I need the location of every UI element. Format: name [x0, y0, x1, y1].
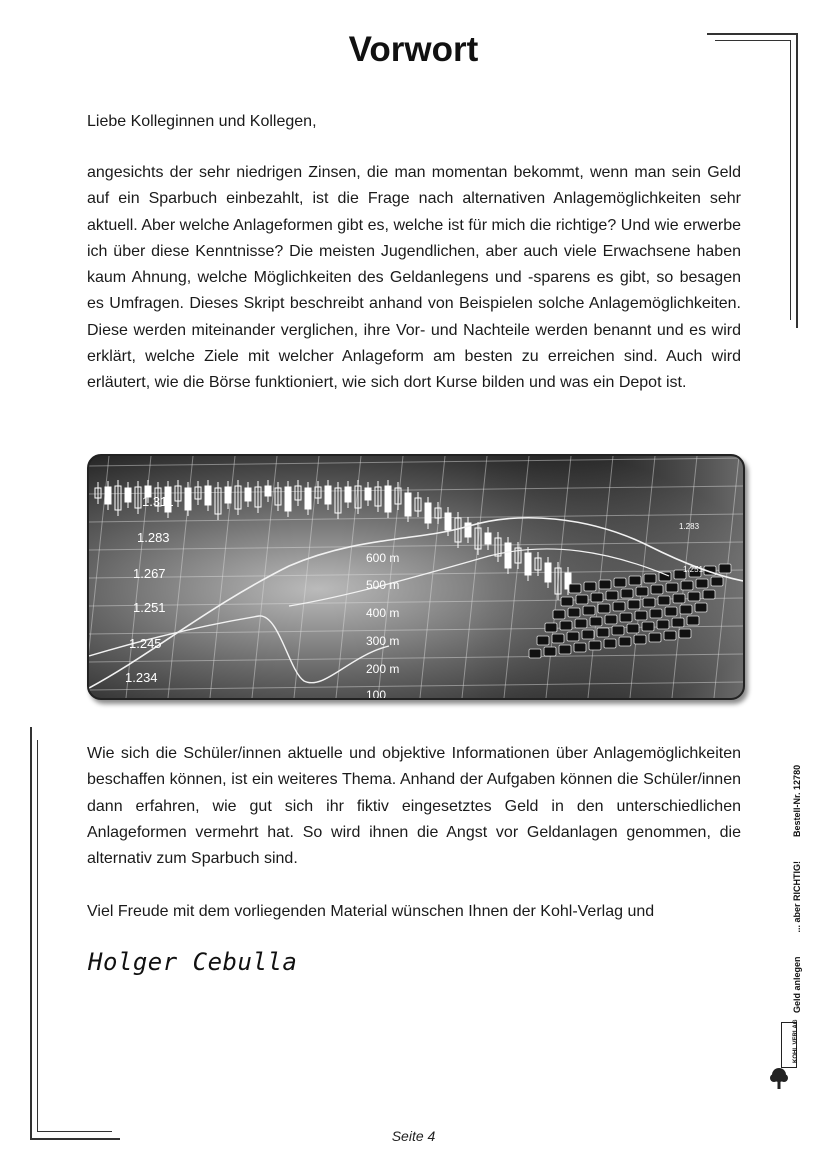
side-book-title: Geld anlegen: [792, 956, 802, 1013]
axis-label-5: 200 m: [366, 662, 400, 676]
side-order-number: Bestell-Nr. 12780: [792, 764, 802, 837]
closing-line: Viel Freude mit dem vorliegenden Material wünschen Ihnen der Kohl-Verlag und: [87, 903, 655, 920]
page-number: Seite 4: [391, 1128, 436, 1144]
price-label-3: 1.267: [133, 566, 166, 581]
page-title: Vorwort: [348, 30, 479, 69]
price-label-4: 1.251: [133, 600, 166, 615]
second-paragraph: Wie sich die Schüler/innen aktuelle und objektive Informationen über Anlagemöglichkeiten beschaffen können, ist ein weiteres Thema. Anhand der Aufgaben können die Schüler/innen dann erfahren, wie gut sich ihr fiktiv eingesetztes Geld in den unterschiedlichen Anlageformen vermehrt hat. So wird ihnen die Angst vor Geldanlagen genommen, die alternativ zum Sparbuch sind.: [87, 745, 741, 868]
side-subtitle: ... aber RICHTIG!: [792, 860, 802, 933]
intro-paragraph: angesichts der sehr niedrigen Zinsen, die man momentan bekommt, wenn man sein Geld auf ein Sparbuch einbezahlt, ist die Frage nach alternativen Anlagemöglichkeiten sehr aktuell. Aber welche Anlageformen gibt es, welche ist für mich die richtige? Und wie erwerbe ich über diese Kenntnisse? Die meisten Jugendlichen, aber auch viele Erwachsene haben kaum Ahnung, welche Möglichkeiten des Geldanlegens und -sparens es gibt, so besagen es Umfragen. Dieses Skript beschreibt anhand von Beispielen solche Anlagemöglichkeiten. Diese werden miteinander verglichen, ihre Vor- und Nachteile werden benannt und es wird erklärt, welche Ziele mit welcher Anlageform am besten zu erreichen sind. Auch wird erläutert, wie die Börse funktioniert, wie sich dort Kurse bilden und was ein Depot ist.: [87, 164, 741, 392]
small-label-1: 1.283: [679, 522, 700, 531]
price-label-6: 1.234: [125, 670, 158, 685]
axis-label-6: 100: [366, 688, 387, 698]
side-book-info: [792, 741, 802, 1013]
signature: Holger Cebulla: [88, 948, 298, 976]
axis-label-4: 300 m: [366, 634, 400, 648]
price-label-2: 1.283: [137, 530, 170, 545]
frame-top-right-vertical-inner: [790, 40, 791, 320]
publisher-logo-text: KOHL VERLAG: [793, 1019, 799, 1063]
salutation: Liebe Kolleginnen und Kollegen,: [87, 113, 317, 130]
price-label-1: 1.311: [142, 494, 174, 509]
axis-label-1: 600 m: [366, 551, 400, 565]
axis-label-3: 400 m: [366, 606, 400, 620]
tree-logo-icon: [768, 1066, 790, 1092]
frame-top-right-vertical: [796, 33, 798, 328]
frame-bottom-left-vertical: [30, 727, 32, 1139]
price-label-5: 1.245: [129, 636, 162, 651]
axis-label-2: 500 m: [366, 578, 400, 592]
frame-bottom-left-vertical-inner: [37, 740, 38, 1132]
small-label-2: 1.251: [683, 565, 704, 574]
stock-chart-photo: [87, 454, 745, 700]
